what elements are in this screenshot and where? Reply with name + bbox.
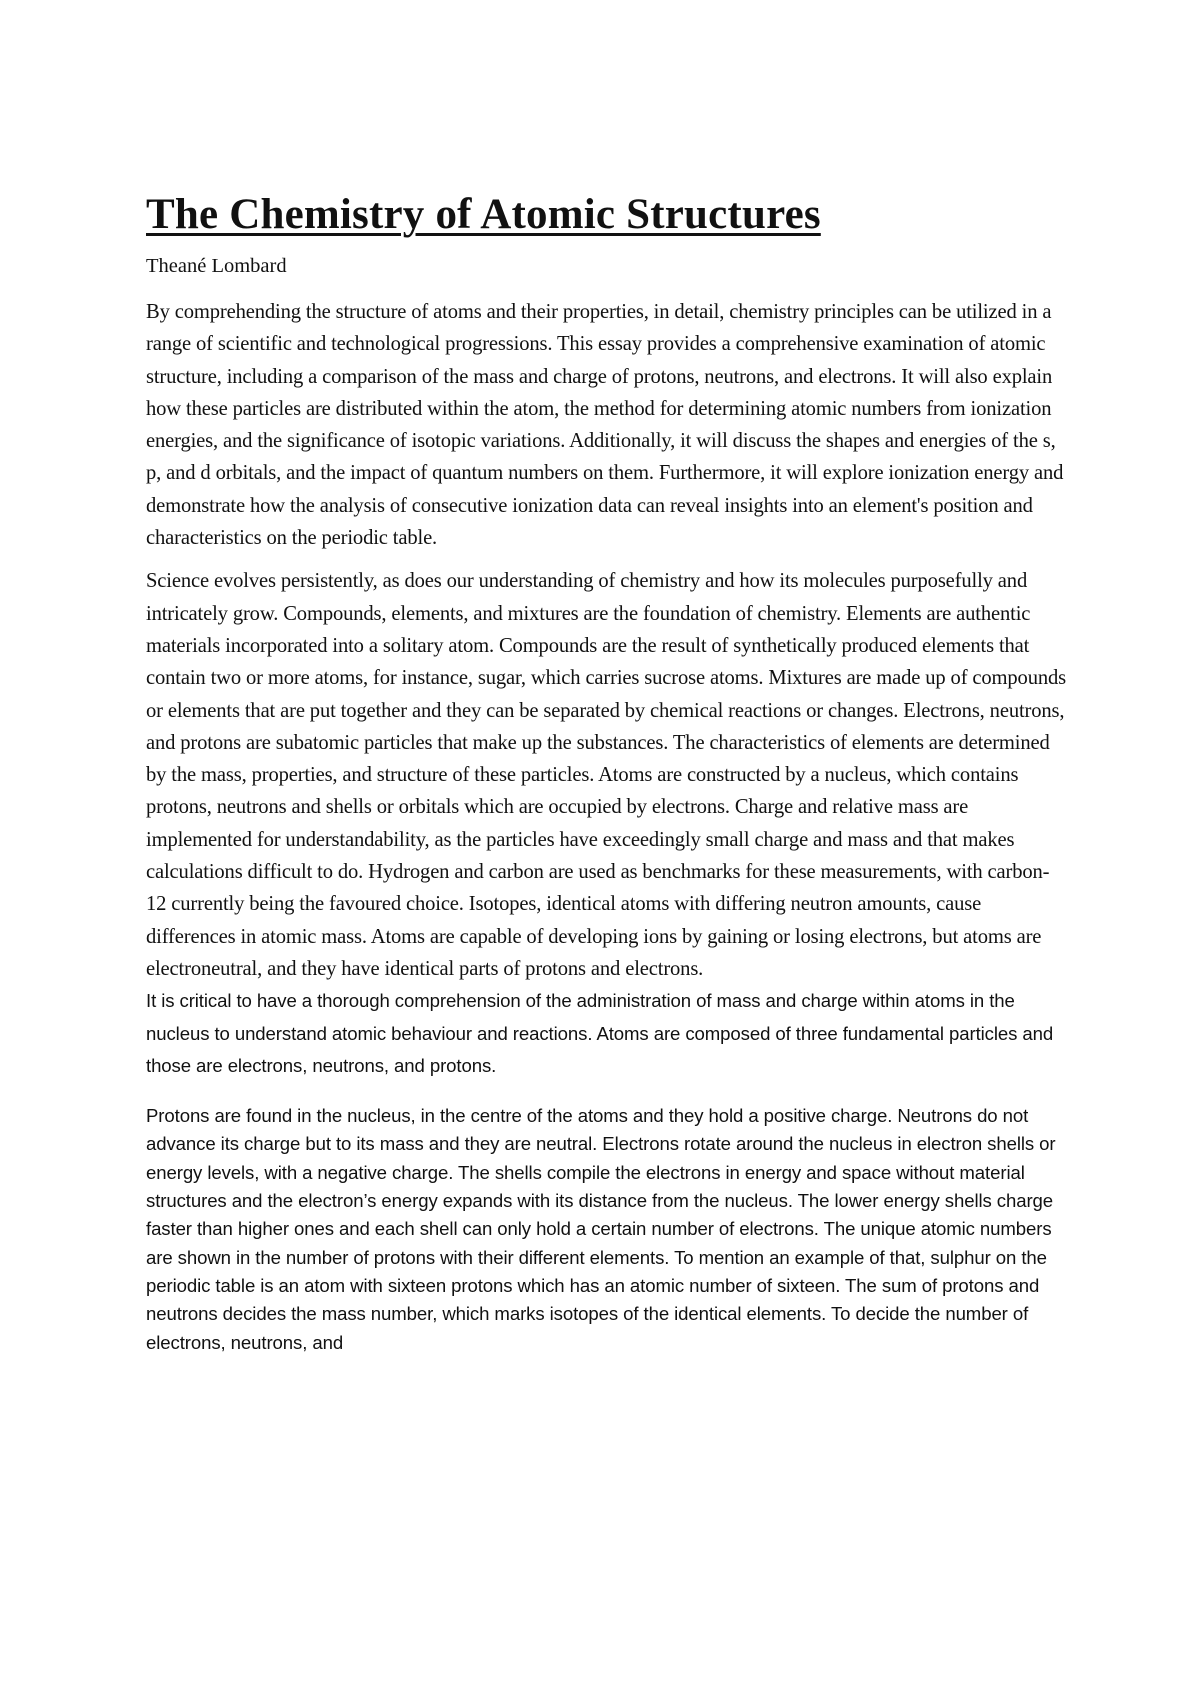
paragraph-protons: Protons are found in the nucleus, in the centre of the atoms and they hold a positive charge. Neutrons do not advance its charge but to its mass and they are neutral. Electrons rotate around the nucleus in electron shells or energy levels, with a negative charge. The shells compile the electrons in energy and space without material structures and the electron’s energy expands with its distance from the nucleus. The lower energy shells charge faster than higher ones and each shell can only hold a certain number of electrons. The unique atomic numbers are shown in the number of protons with their different elements. To mention an example of that, sulphur on the periodic table is an atom with sixteen protons which has an atomic number of sixteen. The sum of protons and neutrons decides the mass number, which marks isotopes of the identical elements. To decide the number of electrons, neutrons, and	[146, 1105, 1056, 1353]
author-name: Theané Lombard	[146, 255, 287, 277]
paragraph-introduction: By comprehending the structure of atoms and their properties, in detail, chemistry principles can be utilized in a range of scientific and technological progressions. This essay provides a comprehensive examination of atomic structure, including a comparison of the mass and charge of protons, neutrons, and electrons. It will also explain how these particles are distributed within the atom, the method for determining atomic numbers from ionization energies, and the significance of isotopic variations. Additionally, it will discuss the shapes and energies of the s, p, and d orbitals, and the impact of quantum numbers on them. Furthermore, it will explore ionization energy and demonstrate how the analysis of consecutive ionization data can reveal insights into an element's position and characteristics on the periodic table.	[146, 301, 1064, 550]
document-title: The Chemistry of Atomic Structures	[146, 191, 821, 238]
paragraph-mass-and-charge: It is critical to have a thorough comprehension of the administration of mass and charge within atoms in the nucleus to understand atomic behaviour and reactions. Atoms are composed of three fundamental particles and those are electrons, neutrons, and protons.	[146, 990, 1054, 1076]
paragraph-science-evolves: Science evolves persistently, as does our understanding of chemistry and how its molecules purposefully and intricately grow. Compounds, elements, and mixtures are the foundation of chemistry. Elements are authentic materials incorporated into a solitary atom. Compounds are the result of synthetically produced elements that contain two or more atoms, for instance, sugar, which carries sucrose atoms. Mixtures are made up of compounds or elements that are put together and they can be separated by chemical reactions or changes. Electrons, neutrons, and protons are subatomic particles that make up the substances. The characteristics of elements are determined by the mass, properties, and structure of these particles. Atoms are constructed by a nucleus, which contains protons, neutrons and shells or orbitals which are occupied by electrons. Charge and relative mass are implemented for understandability, as the particles have exceedingly small charge and mass and that makes calculations difficult to do. Hydrogen and carbon are used as benchmarks for these measurements, with carbon-12 currently being the favoured choice. Isotopes, identical atoms with differing neutron amounts, cause differences in atomic mass. Atoms are capable of developing ions by gaining or losing electrons, but atoms are electroneutral, and they have identical parts of protons and electrons.	[146, 570, 1067, 980]
document-body	[146, 190, 1066, 1357]
